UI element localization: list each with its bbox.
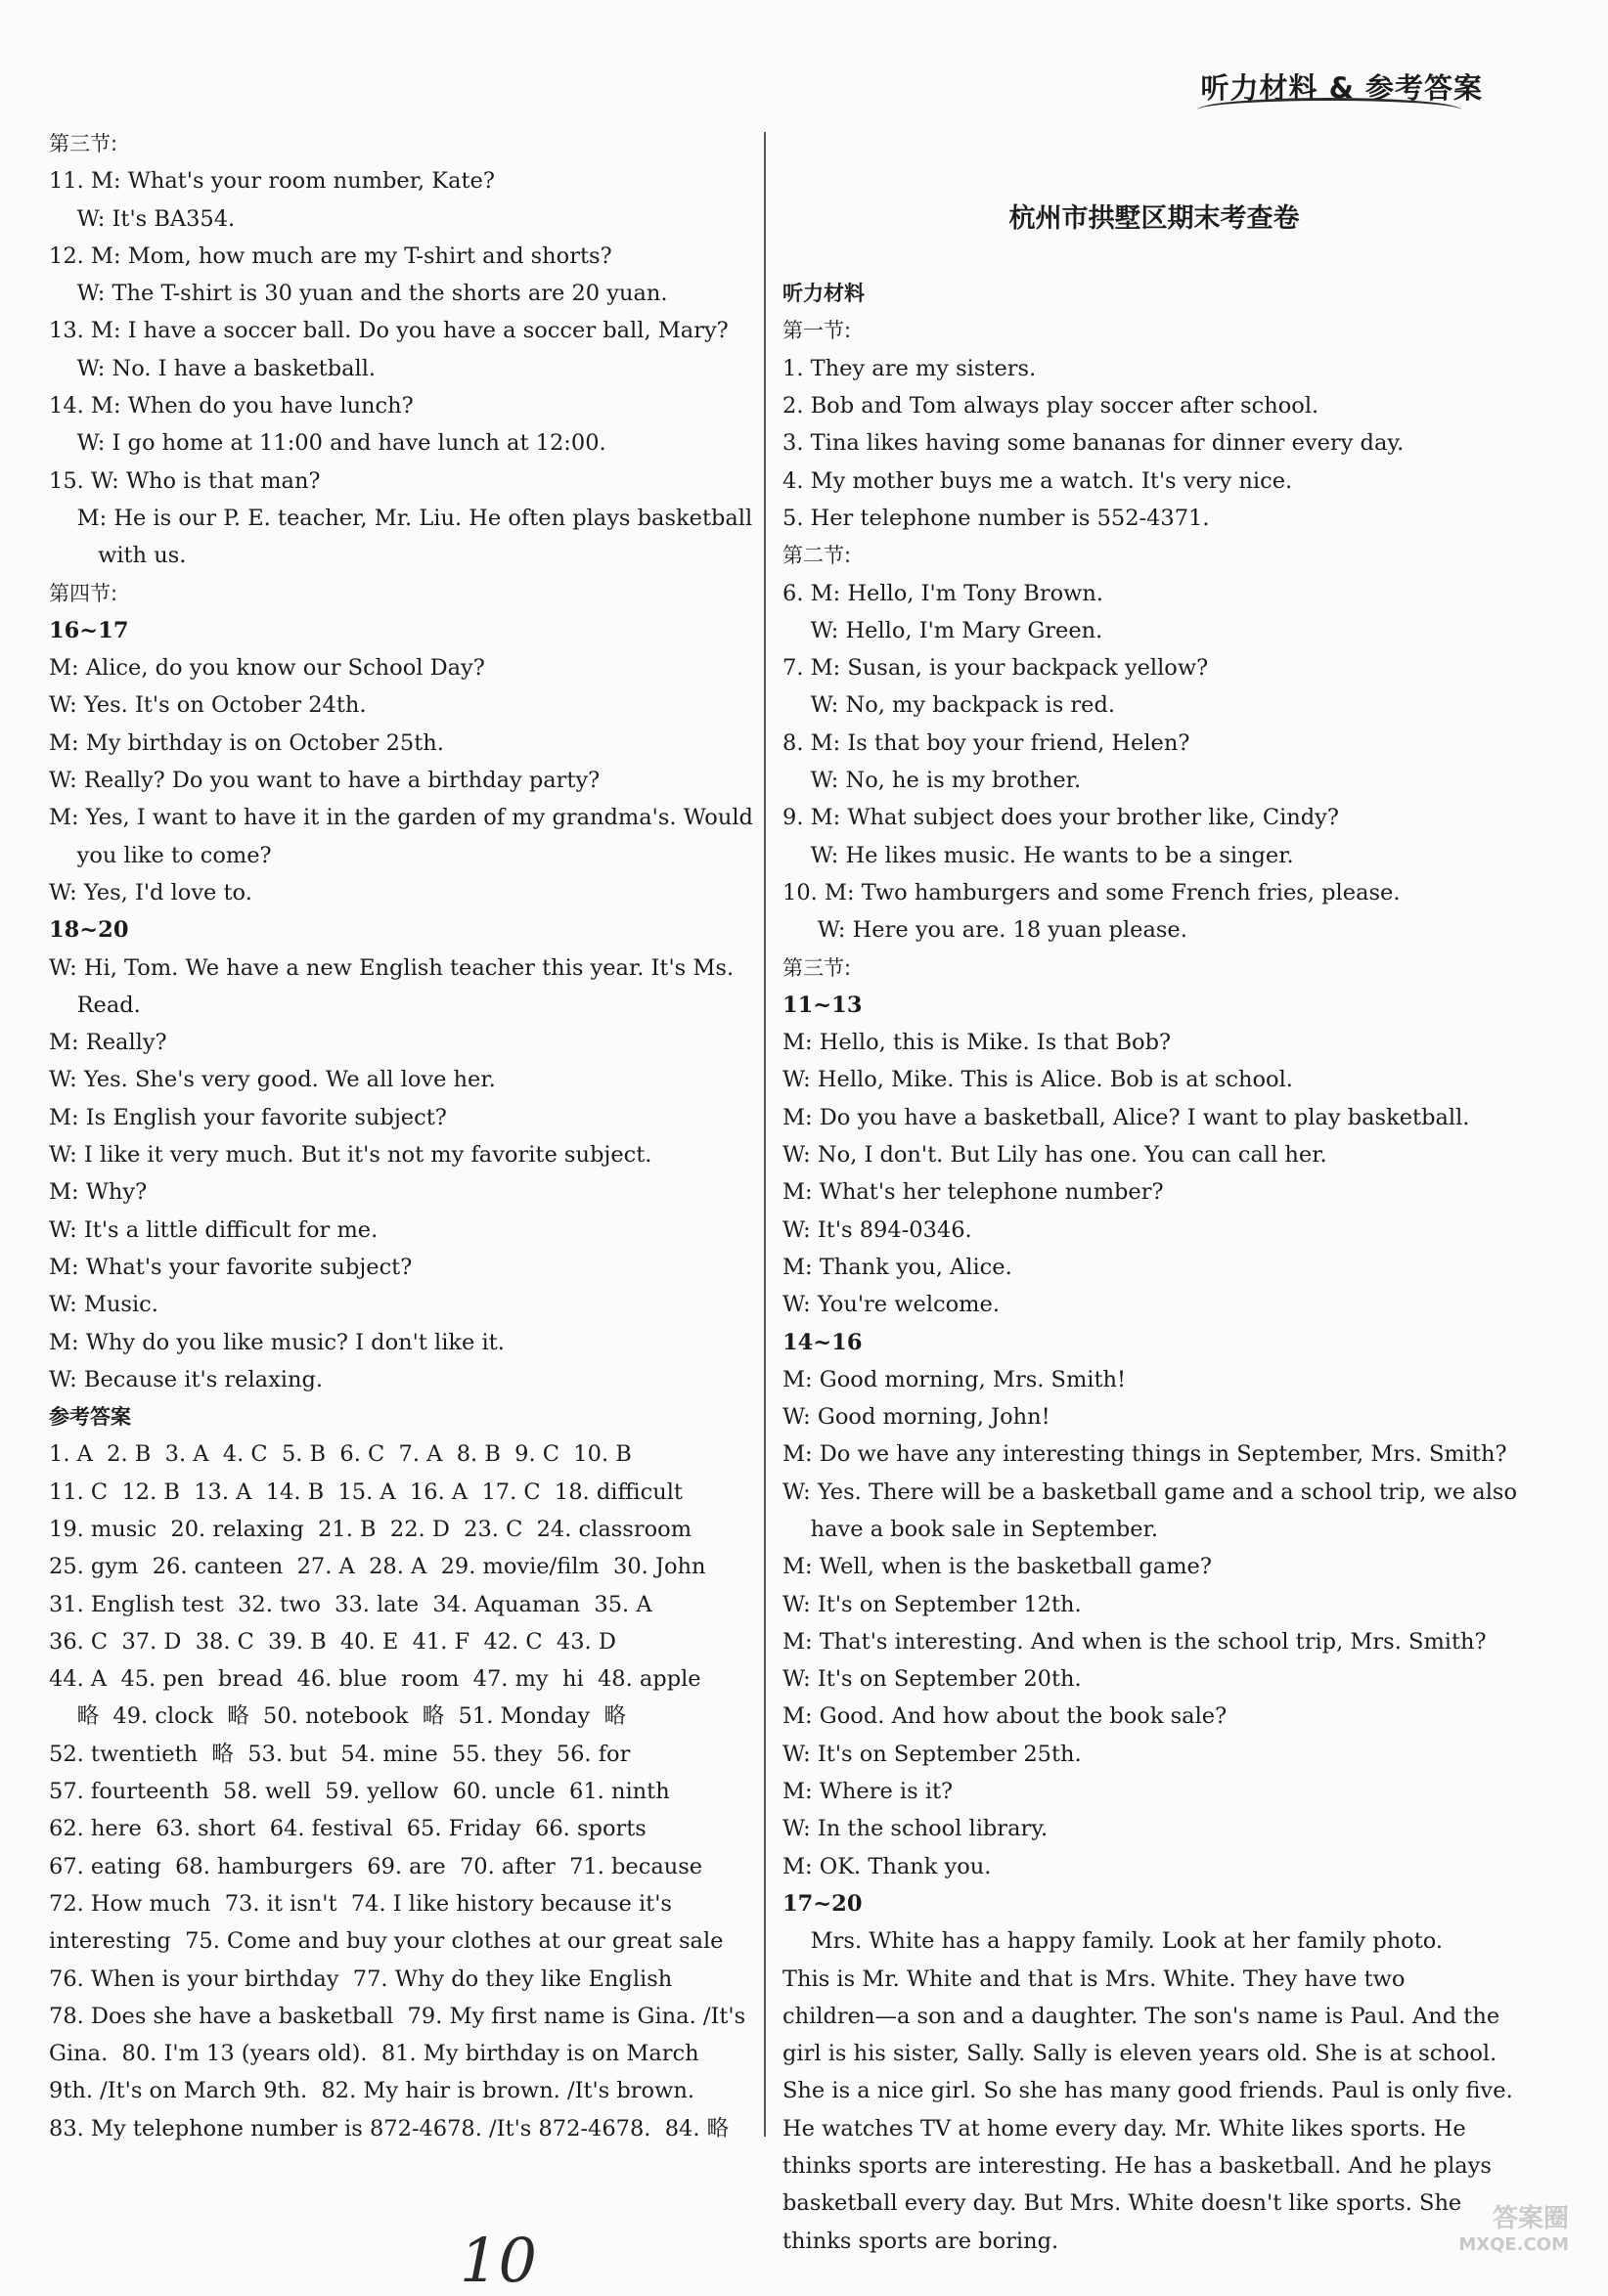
text-line: 参考答案: [49, 1405, 131, 1430]
text-line: 11. C 12. B 13. A 14. B 15. A 16. A 17. C 18. difficult: [49, 1479, 683, 1505]
text-line: 9. M: What subject does your brother like, Cindy?: [782, 805, 1339, 831]
text-line: W: No, he is my brother.: [782, 768, 1082, 794]
text-line: M: Good morning, Mrs. Smith!: [782, 1366, 1127, 1392]
text-line: 62. here 63. short 64. festival 65. Friday 66. sports: [49, 1816, 647, 1842]
text-line: M: Why do you like music? I don't like it.: [49, 1329, 505, 1355]
left-column: [49, 125, 753, 2147]
text-line: 第四节:: [49, 581, 118, 605]
header-decoration: [1197, 98, 1461, 122]
text-line: 第三节:: [49, 132, 118, 155]
text-line: have a book sale in September.: [782, 1516, 1158, 1542]
text-line: you like to come?: [49, 842, 272, 868]
text-line: Mrs. White has a happy family. Look at her family photo.: [782, 1928, 1444, 1955]
text-line: M: Thank you, Alice.: [782, 1254, 1012, 1280]
text-line: 7. M: Susan, is your backpack yellow?: [782, 655, 1209, 682]
text-line: M: Good. And how about the book sale?: [782, 1703, 1228, 1730]
text-line: 12. M: Mom, how much are my T-shirt and shorts?: [49, 243, 612, 269]
text-line: M: Why?: [49, 1179, 148, 1206]
text-line: W: No, I don't. But Lily has one. You can call her.: [782, 1142, 1327, 1169]
text-line: 10. M: Two hamburgers and some French fries, please.: [782, 879, 1401, 905]
text-line: 76. When is your birthday 77. Why do they like English: [49, 1965, 673, 1992]
text-line: 13. M: I have a soccer ball. Do you have a soccer ball, Mary?: [49, 318, 729, 344]
text-line: W: Because it's relaxing.: [49, 1366, 324, 1392]
text-line: 25. gym 26. canteen 27. A 28. A 29. movie/film 30. John: [49, 1554, 706, 1580]
text-line: 略 49. clock 略 50. notebook 略 51. Monday 略: [49, 1703, 626, 1730]
text-line: W: Here you are. 18 yuan please.: [782, 917, 1187, 944]
text-line: W: Yes. It's on October 24th.: [49, 692, 367, 719]
text-line: 8. M: Is that boy your friend, Helen?: [782, 729, 1190, 756]
text-line: 78. Does she have a basketball 79. My first name is Gina. /It's: [49, 2003, 746, 2029]
text-line: 4. My mother buys me a watch. It's very nice.: [782, 467, 1293, 494]
text-line: W: It's 894-0346.: [782, 1216, 972, 1243]
text-line: 1. A 2. B 3. A 4. C 5. B 6. C 7. A 8. B 9. C 10. B: [49, 1441, 632, 1468]
page-header-title: 听力材料 & 参考答案: [1200, 71, 1483, 105]
text-line: M: Do we have any interesting things in September, Mrs. Smith?: [782, 1441, 1507, 1468]
text-line: M: Is English your favorite subject?: [49, 1104, 447, 1130]
text-line: M: My birthday is on October 25th.: [49, 729, 444, 756]
text-line: 听力材料: [782, 282, 865, 306]
text-line: M: Yes, I want to have it in the garden of my grandma's. Would: [49, 805, 753, 831]
text-line: 11. M: What's your room number, Kate?: [49, 168, 495, 195]
text-line: M: He is our P. E. teacher, Mr. Liu. He often plays basketball: [49, 505, 753, 531]
text-line: W: No, my backpack is red.: [782, 692, 1116, 719]
text-line: M: What's your favorite subject?: [49, 1254, 413, 1280]
text-line: M: Do you have a basketball, Alice? I want to play basketball.: [782, 1104, 1470, 1130]
text-line: 16~17: [49, 617, 129, 643]
text-line: W: It's on September 25th.: [782, 1741, 1082, 1767]
text-line: W: No. I have a basketball.: [49, 355, 377, 381]
text-line: 6. M: Hello, I'm Tony Brown.: [782, 580, 1104, 606]
text-line: 67. eating 68. hamburgers 69. are 70. after 71. because: [49, 1853, 703, 1879]
watermark-text: 答案圈: [1492, 2204, 1569, 2233]
text-line: 18~20: [49, 917, 129, 944]
text-line: 44. A 45. pen bread 46. blue room 47. my hi 48. apple: [49, 1666, 701, 1693]
text-line: 31. English test 32. two 33. late 34. Aquaman 35. A: [49, 1591, 652, 1617]
text-line: basketball every day. But Mrs. White doesn't like sports. She: [782, 2190, 1462, 2217]
text-line: with us.: [49, 543, 187, 569]
text-line: 9th. /It's on March 9th. 82. My hair is brown. /It's brown.: [49, 2078, 694, 2104]
text-line: thinks sports are boring.: [782, 2228, 1059, 2254]
text-line: M: Alice, do you know our School Day?: [49, 655, 485, 682]
text-line: 57. fourteenth 58. well 59. yellow 60. uncle 61. ninth: [49, 1779, 670, 1805]
text-line: W: Really? Do you want to have a birthday party?: [49, 768, 601, 794]
text-line: 15. W: Who is that man?: [49, 467, 321, 494]
text-line: W: It's on September 20th.: [782, 1666, 1082, 1693]
text-line: W: The T-shirt is 30 yuan and the shorts are 20 yuan.: [49, 281, 668, 307]
text-line: W: It's BA354.: [49, 205, 236, 232]
text-line: W: You're welcome.: [782, 1292, 1000, 1318]
text-line: Gina. 80. I'm 13 (years old). 81. My birthday is on March: [49, 2041, 699, 2067]
text-line: He watches TV at home every day. Mr. White likes sports. He: [782, 2115, 1466, 2141]
text-line: M: Where is it?: [782, 1779, 954, 1805]
text-line: 3. Tina likes having some bananas for dinner every day.: [782, 430, 1405, 457]
text-line: W: Hi, Tom. We have a new English teacher this year. It's Ms.: [49, 954, 735, 981]
text-line: 19. music 20. relaxing 21. B 22. D 23. C 24. classroom: [49, 1516, 692, 1542]
text-line: 2. Bob and Tom always play soccer after school.: [782, 393, 1319, 419]
text-line: 14~16: [782, 1329, 863, 1355]
text-line: W: Yes, I'd love to.: [49, 879, 252, 905]
text-line: 第二节:: [782, 544, 852, 568]
text-line: She is a nice girl. So she has many good friends. Paul is only five.: [782, 2078, 1513, 2104]
text-line: M: That's interesting. And when is the school trip, Mrs. Smith?: [782, 1628, 1487, 1655]
text-line: W: It's a little difficult for me.: [49, 1216, 379, 1243]
text-line: 83. My telephone number is 872-4678. /It's 872-4678. 84. 略: [49, 2115, 730, 2141]
watermark-url: MXQE.COM: [1458, 2234, 1569, 2255]
text-line: W: Yes. There will be a basketball game and a school trip, we also: [782, 1479, 1518, 1505]
text-line: This is Mr. White and that is Mrs. White. They have two: [782, 1965, 1406, 1992]
text-line: children—a son and a daughter. The son's name is Paul. And the: [782, 2003, 1500, 2029]
text-line: 52. twentieth 略 53. but 54. mine 55. they 56. for: [49, 1741, 631, 1767]
text-line: M: Well, when is the basketball game?: [782, 1554, 1212, 1580]
column-divider: [764, 132, 766, 2137]
text-line: 36. C 37. D 38. C 39. B 40. E 41. F 42. C 43. D: [49, 1628, 616, 1655]
text-line: W: In the school library.: [782, 1816, 1049, 1842]
text-line: interesting 75. Come and buy your clothes at our great sale: [49, 1928, 724, 1955]
text-line: M: Really?: [49, 1030, 167, 1056]
handwritten-page-number: 10: [460, 2225, 537, 2296]
text-line: thinks sports are interesting. He has a basketball. And he plays: [782, 2153, 1492, 2180]
text-line: W: Yes. She's very good. We all love her.: [49, 1067, 496, 1093]
text-line: W: It's on September 12th.: [782, 1591, 1082, 1617]
text-line: W: I go home at 11:00 and have lunch at 12:00.: [49, 430, 606, 457]
text-line: M: What's her telephone number?: [782, 1179, 1164, 1206]
text-line: 17~20: [782, 1890, 863, 1917]
text-line: 第三节:: [782, 955, 852, 980]
text-line: W: I like it very much. But it's not my favorite subject.: [49, 1142, 652, 1169]
text-line: W: He likes music. He wants to be a singer.: [782, 842, 1294, 868]
text-line: 第一节:: [782, 319, 852, 343]
text-line: W: Hello, Mike. This is Alice. Bob is at school.: [782, 1067, 1293, 1093]
text-line: W: Hello, I'm Mary Green.: [782, 617, 1103, 643]
text-line: M: Hello, this is Mike. Is that Bob?: [782, 1030, 1172, 1056]
text-line: 72. How much 73. it isn't 74. I like history because it's: [49, 1890, 672, 1917]
text-line: 14. M: When do you have lunch?: [49, 393, 414, 419]
text-line: 1. They are my sisters.: [782, 355, 1037, 381]
text-line: 5. Her telephone number is 552-4371.: [782, 505, 1210, 531]
watermark-logo: [1373, 2198, 1569, 2257]
text-line: 11~13: [782, 992, 863, 1018]
text-line: W: Music.: [49, 1292, 158, 1318]
exam-title: 杭州市拱墅区期末考查卷: [1008, 202, 1300, 234]
text-line: Read.: [49, 992, 141, 1018]
text-line: W: Good morning, John!: [782, 1404, 1050, 1431]
text-line: M: OK. Thank you.: [782, 1853, 992, 1879]
text-line: girl is his sister, Sally. Sally is eleven years old. She is at school.: [782, 2041, 1497, 2067]
